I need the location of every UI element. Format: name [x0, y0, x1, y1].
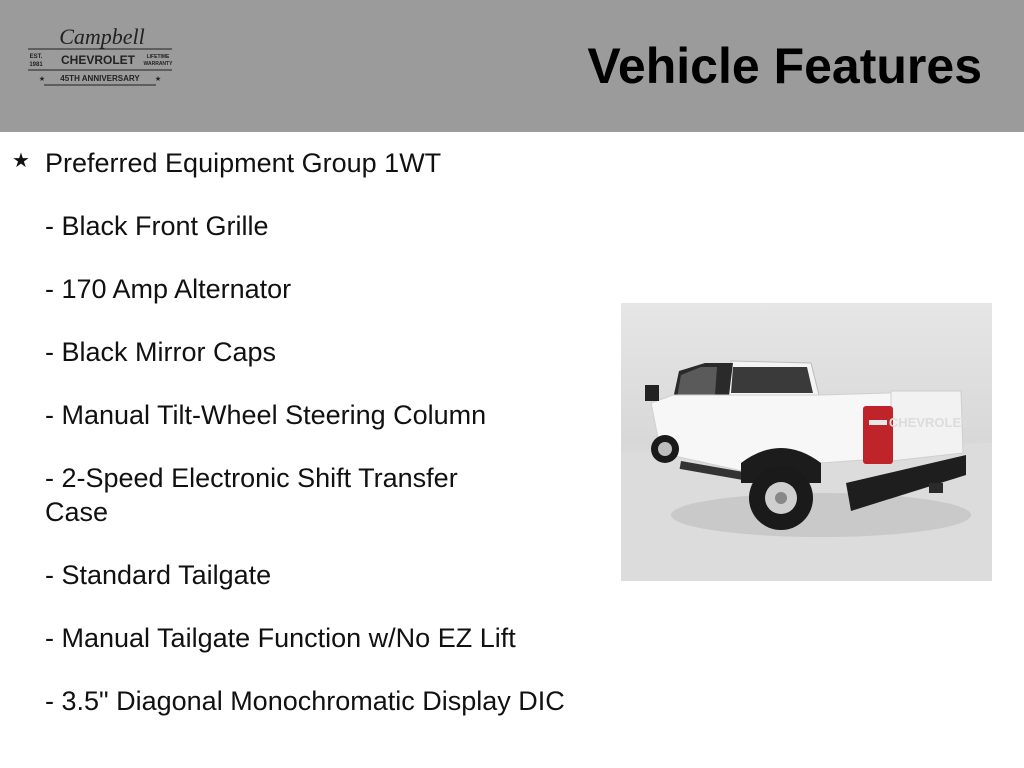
feature-item — [12, 209, 582, 243]
logo-est-label: EST. — [29, 54, 43, 60]
feature-text: - Manual Tilt-Wheel Steering Column — [45, 400, 487, 430]
feature-item — [12, 621, 582, 655]
svg-text:★: ★ — [38, 76, 46, 83]
tailgate-lettering: CHEVROLET — [888, 415, 970, 430]
feature-text: Preferred Equipment Group 1WT — [45, 148, 442, 178]
feature-text: - Black Mirror Caps — [45, 337, 277, 367]
logo-brand: CHEVROLET — [60, 53, 136, 67]
feature-list — [12, 146, 582, 747]
svg-text:★: ★ — [154, 76, 162, 83]
feature-item-group — [12, 146, 582, 180]
feature-item — [12, 272, 582, 306]
feature-item — [12, 684, 575, 718]
feature-text: - Manual Tailgate Function w/No EZ Lift — [45, 623, 516, 653]
feature-item — [12, 558, 582, 592]
feature-item — [12, 335, 582, 369]
feature-text: - Standard Tailgate — [45, 560, 272, 590]
logo-est-year: 1981 — [29, 62, 43, 68]
logo-warranty: WARRANTY — [143, 61, 173, 67]
logo-lifetime: LIFETIME — [146, 54, 170, 60]
feature-text: - Black Front Grille — [45, 211, 269, 241]
feature-item — [12, 461, 515, 529]
feature-item — [12, 398, 582, 432]
dealer-logo — [24, 22, 176, 90]
feature-text: - 2-Speed Electronic Shift Transfer Case — [45, 463, 458, 527]
star-icon: ★ — [12, 150, 30, 172]
logo-script: Campbell — [59, 24, 145, 49]
logo-anniversary: 45TH ANNIVERSARY — [60, 74, 140, 83]
header-bar — [0, 0, 1024, 132]
feature-text: - 3.5" Diagonal Monochromatic Display DIC — [45, 686, 565, 716]
feature-text: - 170 Amp Alternator — [45, 274, 292, 304]
page-title: Vehicle Features — [587, 38, 982, 94]
vehicle-photo — [621, 303, 992, 581]
